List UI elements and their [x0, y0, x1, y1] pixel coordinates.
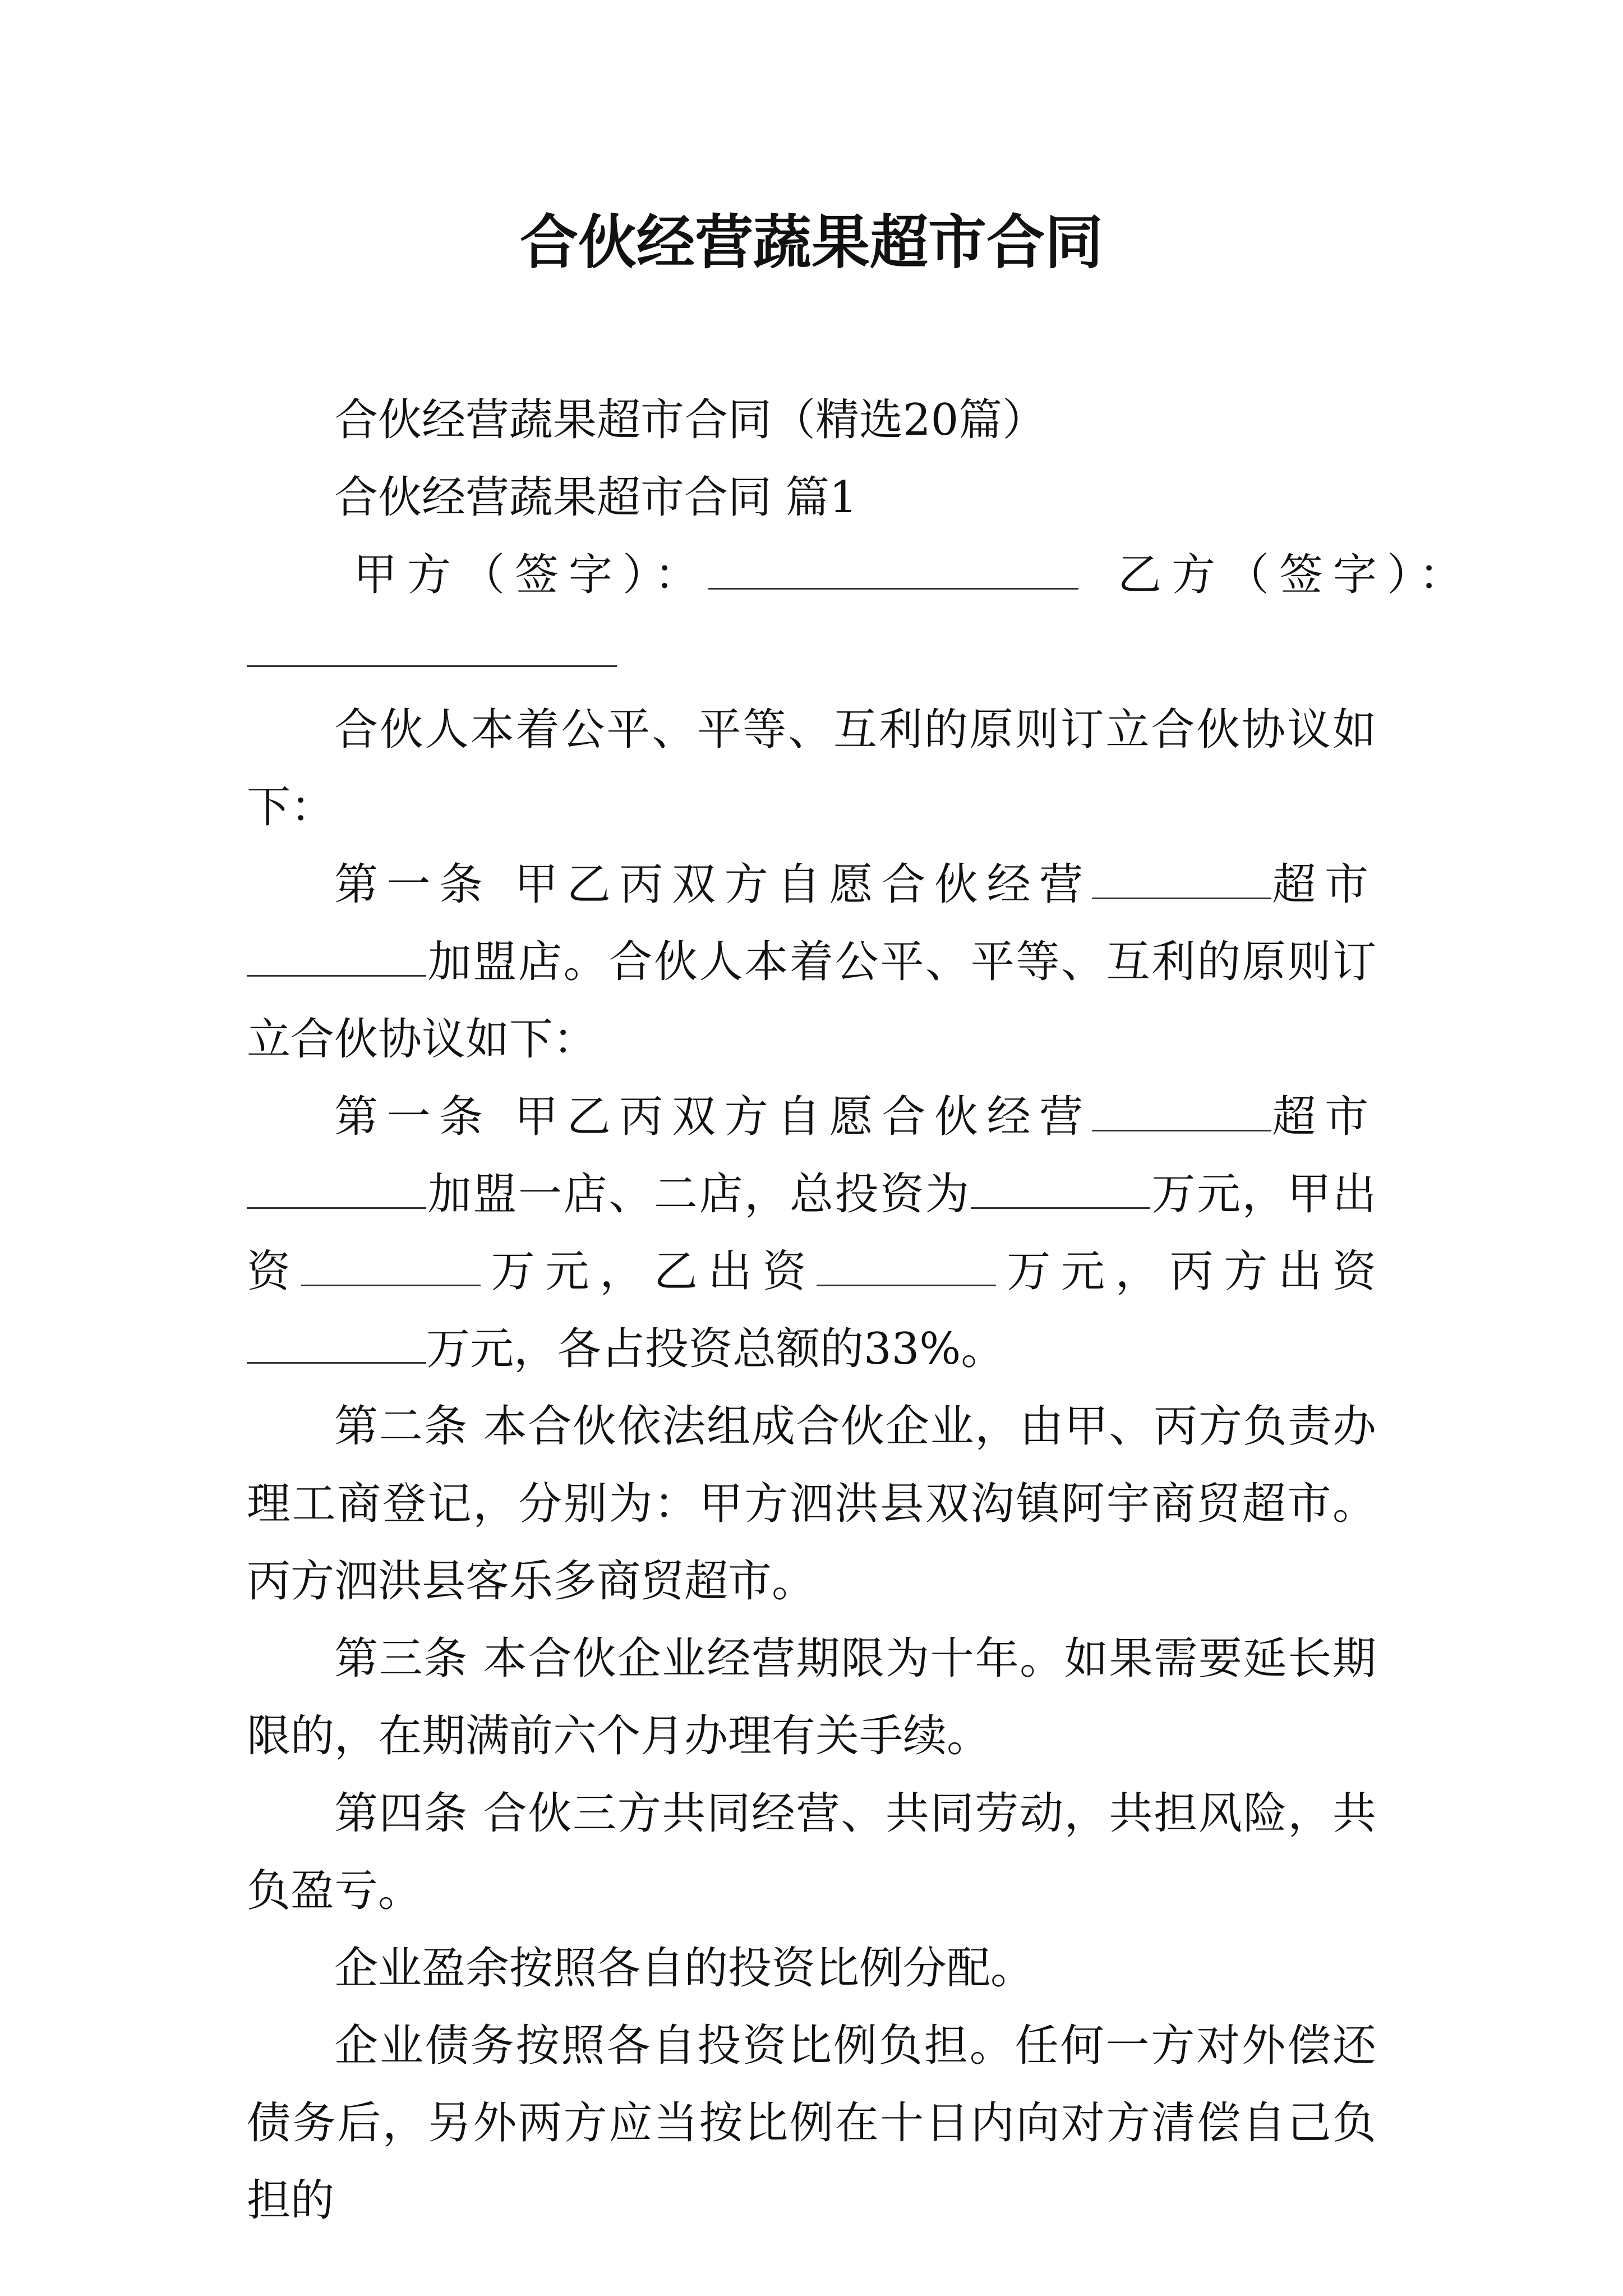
signature-line-continued	[247, 614, 1376, 691]
blank-field	[247, 1327, 426, 1364]
blank-field	[247, 940, 426, 977]
subtitle: 合伙经营蔬果超市合同（精选20篇）	[334, 395, 1046, 445]
party-b-signature-blank	[247, 631, 617, 667]
blank-field	[971, 1172, 1150, 1209]
blank-field	[301, 1250, 481, 1286]
paragraph-article-4: 第四条 合伙三方共同经营、共同劳动，共担风险，共负盈亏。	[247, 1788, 1376, 1916]
paragraph-article-1-first: 第一条 甲乙丙双方自愿合伙经营 超市加盟店。合伙人本着公平、平等、互利的原则订立合伙协议如下：	[247, 859, 1376, 1065]
paragraph-debt: 企业债务按照各自投资比例负担。任何一方对外偿还债务后，另外两方应当按比例在十日内向对方清偿自己负担的	[247, 2021, 1376, 2226]
party-b-label: 乙方（签字）：	[1118, 550, 1473, 600]
paragraph-article-2: 第二条 本合伙依法组成合伙企业，由甲、丙方负责办理工商登记，分别为：甲方泗洪县双沟镇阿宇商贸超市。丙方泗洪县客乐多商贸超市。	[247, 1401, 1376, 1607]
party-a-signature-blank	[708, 553, 1078, 590]
blank-field	[1092, 1095, 1271, 1131]
document-title: 合伙经营蔬果超市合同	[519, 208, 1103, 277]
party-a-label: 甲方（签字）：	[353, 550, 709, 600]
signature-line	[247, 536, 1473, 614]
document-body	[247, 381, 1473, 2239]
paragraph-article-3: 第三条 本合伙企业经营期限为十年。如果需要延长期限的，在期满前六个月办理有关手续。	[247, 1634, 1376, 1761]
blank-field	[247, 1172, 426, 1209]
section-heading: 合伙经营蔬果超市合同 篇1	[334, 472, 857, 523]
blank-field	[1092, 863, 1271, 899]
paragraph-intro: 合伙人本着公平、平等、互利的原则订立合伙协议如下：	[247, 705, 1376, 832]
blank-field	[817, 1250, 996, 1286]
paragraph-profit: 企业盈余按照各自的投资比例分配。	[334, 1943, 1035, 1994]
paragraph-article-1-second: 第一条 甲乙丙双方自愿合伙经营 超市加盟一店、二店，总投资为 万元，甲出资 万元，乙出资 万元，丙方出资万元，各占投资总额的33%。	[247, 1092, 1376, 1374]
